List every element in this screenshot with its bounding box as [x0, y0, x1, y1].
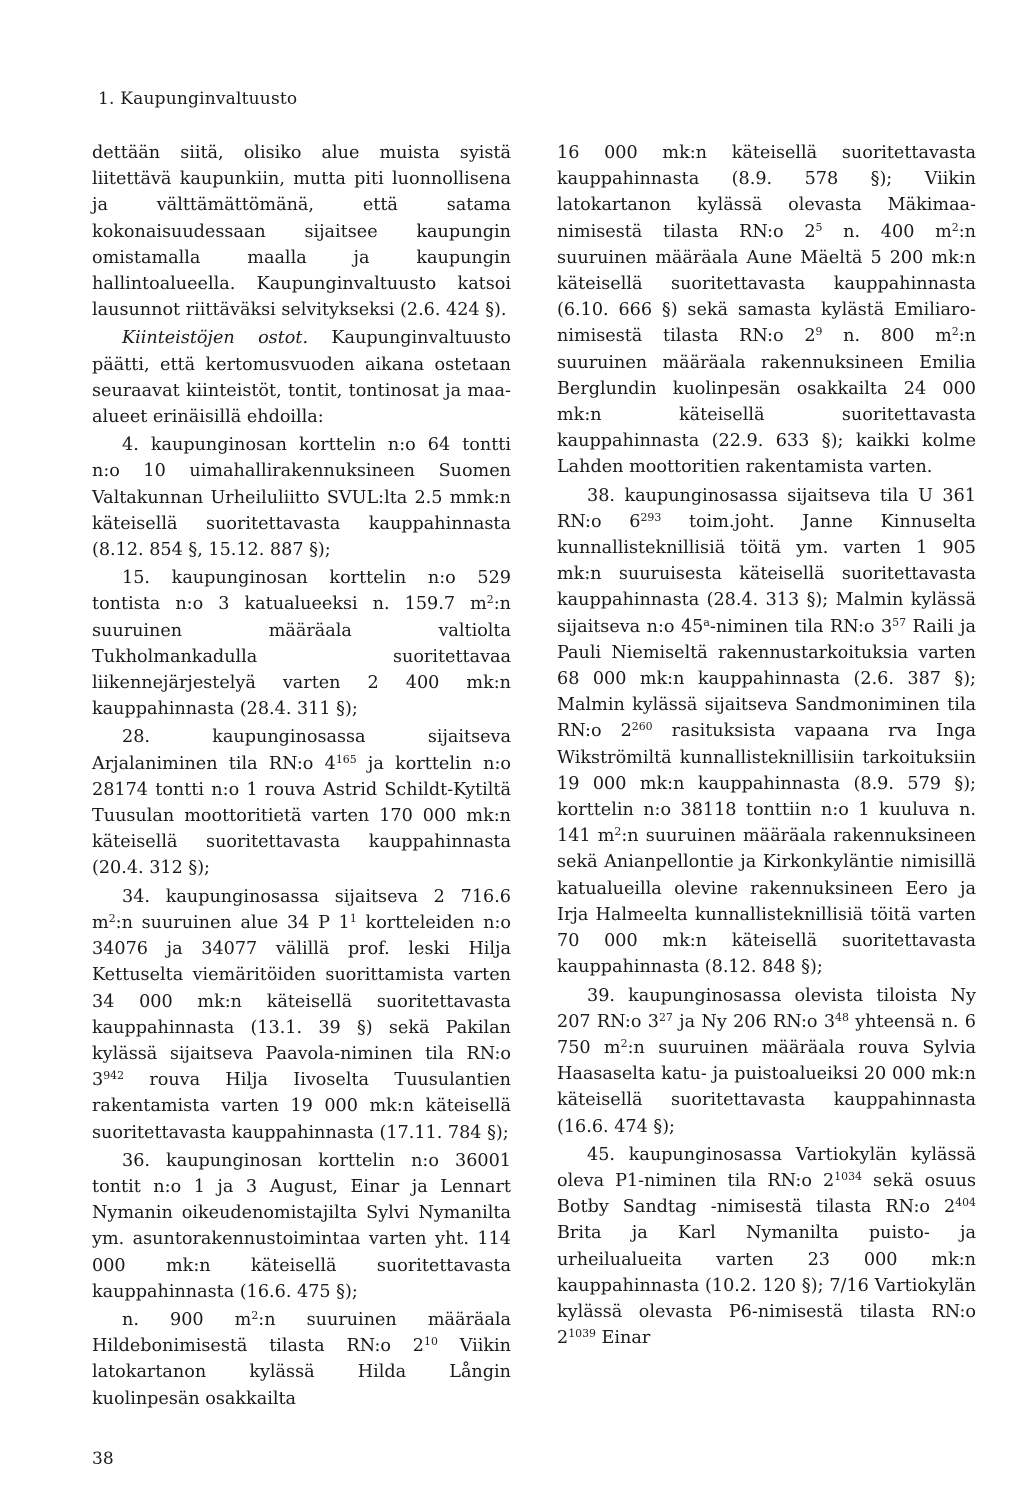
section-subheading: Kiinteistöjen ostot.	[122, 328, 309, 349]
paragraph: 36. kaupunginosan korttelin n:o 36001 tontit n:o 1 ja 3 August, Einar ja Lennart Nymanin oikeudenomistajilta Sylvi Nymanilta ym. asuntorakennustoimintaa varten yht. 114 000 mk:n käteisellä suoritettavasta kauppahinnasta (16.6. 475 §);	[92, 1150, 511, 1302]
paragraph: n. 900 $m^2:n$ suuruinen määräala Hildebonimisestä tilasta RN:o $2^{10}$ Viikin latokartanon kylässä Hilda Långin kuolinpesän osakkailta	[92, 1308, 512, 1409]
paragraph: 15. kaupunginosan korttelin n:o 529 tontista n:o 3 katualueeksi n. 159.7 $m^2:n$ suuruinen määräala valtiolta Tukholmankadulla suoritettavaa liikennejärjestelyä varten 2 400 mk:n kauppahinnasta (28.4. 311 §);	[92, 568, 511, 720]
running-head: 1. Kaupunginvaltuusto	[98, 89, 298, 109]
paragraph: Kiinteistöjen ostot. Kaupunginvaltuusto päätti, että kertomusvuoden aikana ostetaan seuraavat kiinteistöt, tontit, tontinosat ja maa-alueet erinäisillä ehdoilla:	[92, 328, 511, 428]
page-number: 38	[92, 1449, 114, 1469]
paragraph: 38. kaupunginosassa sijaitseva tila U 361 RN:o $6^{293}$ toim.joht. Janne Kinnuselta kunnallisteknillisiä töitä ym. varten 1 905 mk:n suuruisesta käteisellä suoritettavasta kauppahinnasta (28.4. 313 §); Malmin kylässä sijaitseva n:o 45$^a$-niminen tila RN:o $3^{57}$ Raili ja Pauli Niemiseltä rakennustarkoituksia varten 68 000 mk:n kauppahinnasta (2.6. 387 §); Malmin kylässä sijaitseva Sandmoniminen tila RN:o $2^{260}$ rasituksista vapaana rva Inga Wikströmiltä kunnallisteknillisiin tarkoituksiin 19 000 mk:n kauppahinnasta (8.9. 579 §); korttelin n:o 38118 tonttiin n:o 1 kuuluva n. 141 $m^2:n$ suuruinen määräala rakennuksineen sekä Anianpellontie ja Kirkonkyläntie nimisillä katualueilla olevine rakennuksineen Eero ja Irja Halmeelta kunnallisteknillisiä töitä varten 70 000 mk:n käteisellä suoritettavasta kauppahinnasta (8.12. 848 §);	[557, 485, 977, 978]
paragraph: dettään siitä, olisiko alue muista syistä liitettävä kaupunkiin, mutta piti luonnollisena ja välttämättömänä, että satama kokonaisuudessaan sijaitsee kaupungin omistamalla maalla ja kaupungin hallintoalueella. Kaupunginvaltuusto katsoi lausunnot riittäväksi selvitykseksi (2.6. 424 §).	[92, 143, 511, 321]
right-column	[557, 140, 976, 1351]
paragraph: 28. kaupunginosassa sijaitseva Arjalaniminen tila RN:o $4^{165}$ ja korttelin n:o 28174 tontti n:o 1 rouva Astrid Schildt-Kytiltä Tuusulan moottoritietä varten 170 000 mk:n käteisellä suoritettavasta kauppahinnasta (20.4. 312 §);	[92, 727, 512, 879]
paragraph: 39. kaupunginosassa olevista tiloista Ny 207 RN:o $3^{27}$ ja Ny 206 RN:o $3^{48}$ yhteensä n. 6 750 $m^2:n$ suuruinen määräala rouva Sylvia Haasaselta katu- ja puistoalueiksi 20 000 mk:n käteisellä suoritettavasta kauppahinnasta (16.6. 474 §);	[557, 985, 976, 1137]
paragraph: 45. kaupunginosassa Vartiokylän kylässä oleva P1-niminen tila RN:o $2^{1034}$ sekä osuus Botby Sandtag -nimisestä tilasta RN:o $2^{404}$ Brita ja Karl Nymanilta puisto- ja urheilualueita varten 23 000 mk:n kauppahinnasta (10.2. 120 §); 7/16 Vartiokylän kylässä olevasta P6-nimisestä tilasta RN:o $2^{1039}$ Einar	[557, 1144, 976, 1349]
paragraph: 34. kaupunginosassa sijaitseva 2 716.6 $m^2:n$ suuruinen alue 34 P $1^1$ kortteleiden n:o 34076 ja 34077 välillä prof. leski Hilja Kettuselta viemäritöiden suorittamista varten 34 000 mk:n käteisellä suoritettavasta kauppahinnasta (13.1. 39 §) sekä Pakilan kylässä sijaitseva Paavola-niminen tila RN:o $3^{942}$ rouva Hilja Iivoselta Tuusulantien rakentamista varten 19 000 mk:n käteisellä suoritettavasta kauppahinnasta (17.11. 784 §);	[92, 886, 511, 1143]
left-column	[92, 140, 511, 1412]
paragraph: 16 000 mk:n käteisellä suoritettavasta kauppahinnasta (8.9. 578 §); Viikin latokartanon kylässä olevasta Mäkimaa-nimisestä tilasta RN:o $2^5$ n. 400 $m^2:n$ suuruinen määräala Aune Mäeltä 5 200 mk:n käteisellä suoritettavasta kauppahinnasta (6.10. 666 §) sekä samasta kylästä Emiliaro-nimisestä tilasta RN:o $2^9$ n. 800 $m^2:n$ suuruinen määräala rakennuksineen Emilia Berglundin kuolinpesän osakkailta 24 000 mk:n käteisellä suoritettavasta kauppahinnasta (22.9. 633 §); kaikki kolme Lahden moottoritien rakentamista varten.	[557, 143, 976, 478]
paragraph: 4. kaupunginosan korttelin n:o 64 tontti n:o 10 uimahallirakennuksineen Suomen Valtakunnan Urheiluliitto SVUL:lta 2.5 mmk:n käteisellä suoritettavasta kauppahinnasta (8.12. 854 §, 15.12. 887 §);	[92, 435, 511, 561]
